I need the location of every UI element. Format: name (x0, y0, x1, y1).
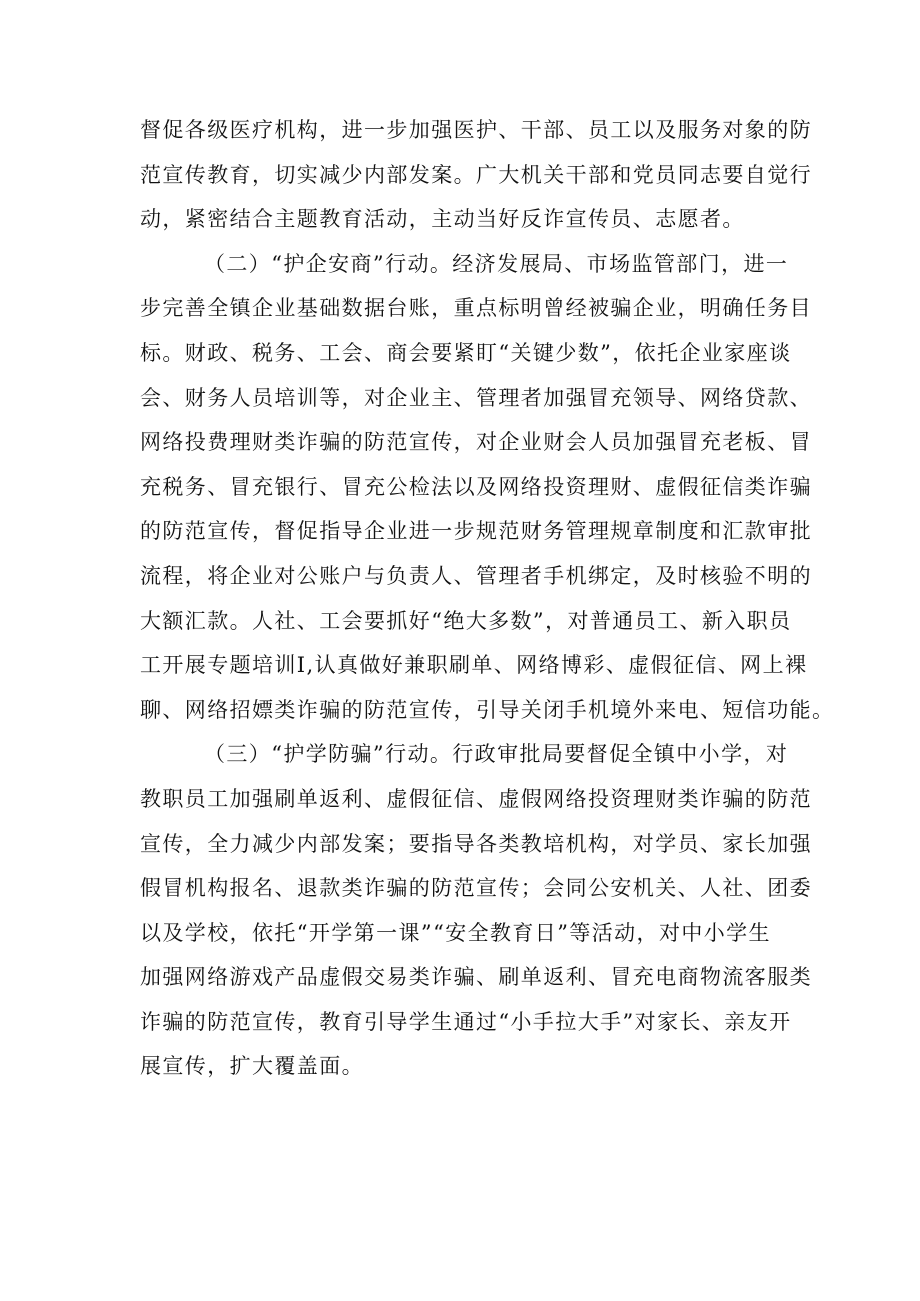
section-heading-line: （二）“护企安商”行动。经济发展局、市场监管部门，进一 (204, 251, 789, 276)
text-line: 范宣传教育，切实减少内部发案。广大机关干部和党员同志要自觉行 (140, 162, 812, 187)
document-body (140, 108, 835, 1089)
text-line: 教职员工加强刷单返利、虚假征信、虚假网络投资理财类诈骗的防范 (140, 786, 812, 811)
text-line: 大额汇款。人社、工会要抓好“绝大多数”，对普通员工、新入职员 (140, 608, 792, 633)
text-line: 的防范宣传，督促指导企业进一步规范财务管理规章制度和汇款审批 (140, 519, 812, 544)
text-line: 假冒机构报名、退款类诈骗的防范宣传；会同公安机关、人社、团委 (140, 876, 812, 901)
text-line: 流程，将企业对公账户与负责人、管理者手机绑定，及时核验不明的 (140, 563, 812, 588)
text-line: 步完善全镇企业基础数据台账，重点标明曾经被骗企业，明确任务目 (140, 296, 812, 321)
text-line: 督促各级医疗机构，进一步加强医护、干部、员工以及服务对象的防 (140, 118, 812, 142)
text-line: 标。财政、税务、工会、商会要紧盯“关键少数”，依托企业家座谈 (140, 340, 792, 365)
text-line: 加强网络游戏产品虚假交易类诈骗、刷单返利、冒充电商物流客服类 (140, 965, 812, 990)
text-line: 展宣传，扩大覆盖面。 (140, 1054, 364, 1079)
text-line: 会、财务人员培训等，对企业主、管理者加强冒充领导、网络贷款、 (140, 385, 812, 410)
text-line: 网络投费理财类诈骗的防范宣传，对企业财会人员加强冒充老板、冒 (140, 430, 812, 455)
text-line: 宣传，全力减少内部发案；要指导各类教培机构，对学员、家长加强 (140, 831, 812, 856)
text-line: 工开展专题培训I,认真做好兼职刷单、网络博彩、虚假征信、网上裸 (140, 653, 808, 678)
text-line: 诈骗的防范宣传，教育引导学生通过“小手拉大手”对家长、亲友开 (140, 1009, 792, 1034)
text-line: 动，紧密结合主题教育活动，主动当好反诈宣传员、志愿者。 (140, 207, 745, 232)
text-line: 充税务、冒充银行、冒充公检法以及网络投资理财、虚假征信类诈骗 (140, 474, 812, 499)
text-line: 以及学校，依托“开学第一课”“安全教育日”等活动，对中小学生 (140, 920, 771, 945)
text-line: 聊、网络招嫖类诈骗的防范宣传，引导关闭手机境外来电、短信功能。 (140, 697, 835, 722)
section-heading-line: （三）“护学防骗”行动。行政审批局要督促全镇中小学，对 (204, 742, 789, 767)
